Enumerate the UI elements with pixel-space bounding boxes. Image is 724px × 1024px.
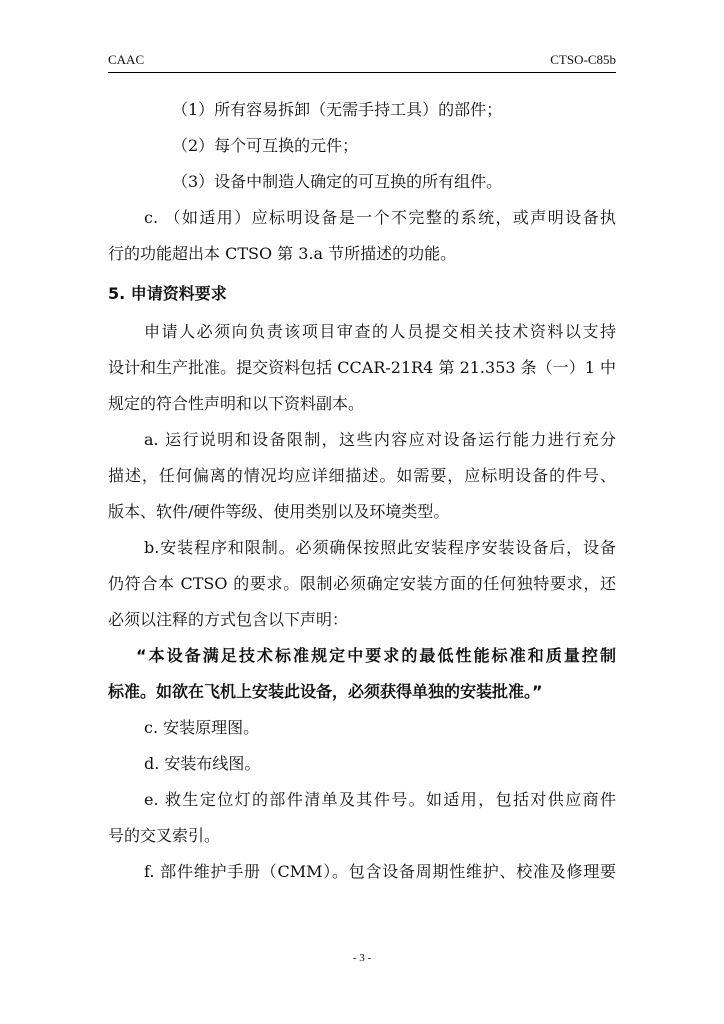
document-body xyxy=(108,92,616,890)
header-doc-id: CTSO-C85b xyxy=(550,52,616,67)
list-item-2: （2）每个可互换的元件； xyxy=(172,136,359,155)
paragraph-c-line-2: 行的功能超出本 CTSO 第 3.a 节所描述的功能。 xyxy=(108,244,457,263)
paragraph-e-line-2: 号的交叉索引。 xyxy=(108,826,221,845)
paragraph-d-wiring-diagram: d. 安装布线图。 xyxy=(144,754,261,773)
paragraph-f-line-1: f. 部件维护手册（CMM）。包含设备周期性维护、校准及修理要 xyxy=(144,862,616,881)
paragraph-b-line-2: 仍符合本 CTSO 的要求。限制必须确定安装方面的任何独特要求，还 xyxy=(108,574,616,593)
paragraph-b-line-3: 必须以注释的方式包含以下声明： xyxy=(108,610,349,629)
page-number: - 3 - xyxy=(352,952,372,964)
application-para-line-1: 申请人必须向负责该项目审查的人员提交相关技术资料以支持 xyxy=(144,322,616,341)
paragraph-c-line-1: c. （如适用）应标明设备是一个不完整的系统，或声明设备执 xyxy=(144,208,616,227)
list-item-3: （3）设备中制造人确定的可互换的所有组件。 xyxy=(172,172,503,191)
paragraph-a-line-2: 描述，任何偏离的情况均应详细描述。如需要，应标明设备的件号、 xyxy=(108,466,616,485)
paragraph-b-line-1: b.安装程序和限制。必须确保按照此安装程序安装设备后，设备 xyxy=(144,538,616,557)
paragraph-e-line-1: e. 救生定位灯的部件清单及其件号。如适用，包括对供应商件 xyxy=(144,790,616,809)
application-para-line-2: 设计和生产批准。提交资料包括 CCAR-21R4 第 21.353 条（一）1 中 xyxy=(108,358,616,377)
header-org: CAAC xyxy=(108,52,145,67)
quote-line-1: “本设备满足技术标准规定中要求的最低性能标准和质量控制 xyxy=(136,646,616,665)
page-header xyxy=(108,52,616,73)
paragraph-a-line-3: 版本、软件/硬件等级、使用类别以及环境类型。 xyxy=(108,502,450,521)
paragraph-a-line-1: a. 运行说明和设备限制，这些内容应对设备运行能力进行充分 xyxy=(144,430,616,449)
section-heading: 5. 申请资料要求 xyxy=(108,284,227,303)
paragraph-c-install-diagram: c. 安装原理图。 xyxy=(144,718,260,737)
quote-line-2: 标准。如欲在飞机上安装此设备，必须获得单独的安装批准。” xyxy=(108,682,543,701)
list-item-1: （1）所有容易拆卸（无需手持工具）的部件； xyxy=(172,100,503,119)
application-para-line-3: 规定的符合性声明和以下资料副本。 xyxy=(108,394,365,413)
